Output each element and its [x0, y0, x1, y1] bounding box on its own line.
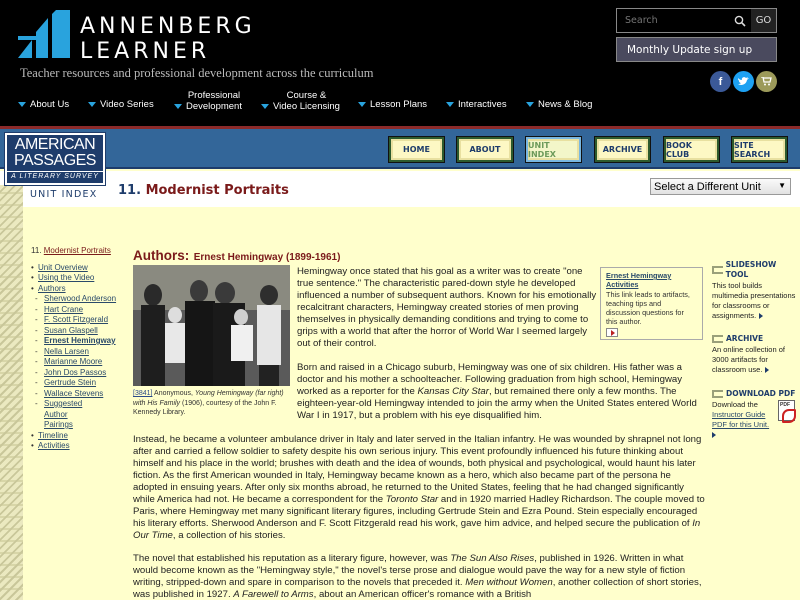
paragraph-3: The novel that established his reputation as a literary figure, however, was The Sun Also Rises, published in 1926. Written in what would become known as the "Hemingway style," the novel's terse prose and dialogue would pave the way for a new style of fiction writing, stripped-down and spare in comparison to the novels that preceded it. Men without Women, another collection of short stories, was published in 1927. A Farewell to Arms, about an American officer's romance with a British	[133, 553, 702, 600]
page-title: Authors: Ernest Hemingway (1899-1961)	[133, 248, 341, 263]
annenberg-logo-icon[interactable]	[18, 10, 70, 58]
unit-select-dropdown[interactable]: Select a Different Unit ▼	[650, 178, 791, 195]
sidebar-author-nella-larsen[interactable]: Nella Larsen	[44, 346, 89, 356]
nav-interactives[interactable]: Interactives	[446, 99, 507, 110]
search-input[interactable]	[617, 9, 747, 32]
sidebar-author-susan-glaspell[interactable]: Susan Glaspell	[44, 325, 98, 335]
pdf-icon[interactable]	[778, 400, 795, 421]
dropdown-triangle-icon	[261, 104, 269, 109]
paragraph-1: Hemingway once stated that his goal as a writer was to create "one true sentence." The characteristic pared-down style he developed influenced a number of subsequent authors. Known for his emotionally recalcitrant characters, Hemingway created stories of men proving themselves in physically demanding conditions and trying to come to grips with a world that after the horror of World War I seemed largely out of their control.	[297, 266, 597, 349]
decorative-border	[0, 185, 23, 600]
sidebar-item-activities[interactable]: Activities	[38, 441, 70, 450]
cart-icon[interactable]	[756, 71, 777, 92]
dropdown-triangle-icon	[18, 102, 26, 107]
dropdown-arrow-icon: ▼	[778, 181, 786, 190]
paragraph-2-top: Born and raised in a Chicago suburb, Hemingway was one of six children. His father was a doctor and his mother a schoolteacher. Following graduation from high school, Hemingway worked as a reporter for the Kansas City Star, but remained there only a few months. The eighteen-year-old Hemingway intended to join the army when the United States entered World War I in 1917, but a problem with his eye disqualified him.	[297, 362, 697, 421]
brand-line-1[interactable]: ANNENBERG	[80, 14, 256, 39]
sidebar-author-gertrude-stein[interactable]: Gertrude Stein	[44, 378, 97, 387]
sidebar-unit: 11. Modernist Portraits	[31, 246, 111, 255]
sidebar-author-ernest-hemingway[interactable]: Ernest Hemingway	[44, 336, 116, 345]
nav-lesson-plans[interactable]: Lesson Plans	[358, 99, 427, 110]
sidebar-author-marianne-moore[interactable]: Marianne Moore	[44, 357, 103, 366]
brand-line-2[interactable]: LEARNER	[80, 39, 211, 64]
archive-tool-title[interactable]: ARCHIVE	[712, 334, 798, 344]
slideshow-tool: SLIDESHOW TOOL This tool builds multimedia presentations for classrooms or assignments.	[712, 260, 798, 321]
sidebar-author-hart-crane[interactable]: Hart Crane	[44, 304, 84, 314]
course-nav-book-club[interactable]: BOOK CLUB	[664, 137, 719, 162]
instructor-guide-pdf-link[interactable]: Instructor Guide PDF for this Unit.	[712, 410, 770, 429]
sidebar-suggested-author-pairings-cont[interactable]: Author	[44, 409, 68, 419]
american-passages-logo[interactable]: AMERICAN PASSAGES A LITERARY SURVEY	[5, 133, 105, 185]
facebook-icon[interactable]: f	[710, 71, 731, 92]
author-activities-link[interactable]: Ernest Hemingway Activities	[606, 271, 672, 290]
course-nav-home[interactable]: HOME	[389, 137, 444, 162]
course-nav-site-search[interactable]: SITE SEARCH	[732, 137, 787, 162]
dropdown-triangle-icon	[174, 104, 182, 109]
monthly-update-signup-button[interactable]: Monthly Update sign up	[616, 37, 777, 62]
shopping-cart-icon	[761, 77, 772, 86]
course-nav-about[interactable]: ABOUT	[457, 137, 513, 162]
sidebar-item-unit-overview[interactable]: Unit Overview	[38, 262, 88, 272]
sidebar-suggested-author-pairings-cont2[interactable]: Pairings	[44, 420, 73, 429]
unit-sidebar	[31, 246, 126, 452]
sidebar-author-f-scott-fitzgerald[interactable]: F. Scott Fitzgerald	[44, 315, 109, 324]
nav-news-blog[interactable]: News & Blog	[526, 99, 592, 110]
play-arrow-icon[interactable]	[606, 328, 618, 337]
artifact-link[interactable]: [3841]	[133, 390, 153, 397]
unit-title: 11. Modernist Portraits	[118, 183, 289, 198]
go-arrow-icon[interactable]	[759, 313, 763, 319]
go-arrow-icon[interactable]	[765, 367, 769, 373]
sidebar-item-timeline[interactable]: Timeline	[38, 430, 68, 440]
slideshow-tool-title[interactable]: SLIDESHOW TOOL	[712, 260, 798, 280]
author-activities-box: Ernest Hemingway Activities This link leads to artifacts, teaching tips and discussion questions for this author.	[600, 267, 703, 340]
sidebar-author-sherwood-anderson[interactable]: Sherwood Anderson	[44, 294, 117, 303]
tool-bracket-icon	[712, 335, 723, 343]
tagline: Teacher resources and professional development across the curriculum	[20, 66, 374, 80]
nav-course-video-licensing[interactable]: Course & Video Licensing	[261, 90, 340, 112]
nav-about-us[interactable]: About Us	[18, 99, 69, 110]
twitter-bird-icon	[738, 77, 749, 86]
hemingway-family-photo[interactable]	[133, 265, 290, 386]
paragraph-2-bottom: Instead, he became a volunteer ambulance driver in Italy and later served in the Italian infantry. He was wounded by shrapnel not long after and carried a fellow soldier to safety despite his own serious injury. This event profoundly influenced his future thinking about himself and his place in the world; brushes with death and the idea of wounds, both physical and psychological, would haunt his later fiction. As the first American wounded in Italy, Hemingway became known as a hero, which also became part of the persona he adopted in ensuing years. After only six months abroad, he returned to the United States, feeling that he had changed significantly while America had not. He became a correspondent for the Toronto Star and in 1920 married Hadley Richardson. The couple moved to Paris, where Hemingway met many significant literary figures, including Gertrude Stein and Ezra Pound. Stein especially encouraged his literary efforts. Sherwood Anderson and F. Scott Fitzgerald read his work, gave him advice, and helped secure the publication of In Our Time, a collection of his stories.	[133, 434, 705, 541]
sidebar-suggested-author-pairings[interactable]: Suggested	[44, 399, 83, 408]
site-header	[0, 0, 800, 126]
download-pdf-tool: DOWNLOAD PDF Download the Instructor Guide PDF for this Unit.	[712, 389, 798, 440]
twitter-icon[interactable]	[733, 71, 754, 92]
nav-video-series[interactable]: Video Series	[88, 99, 154, 110]
tool-bracket-icon	[712, 266, 723, 274]
photo-caption: [3841] Anonymous, Young Hemingway (far right) with His Family (1906), courtesy of the John F. Kennedy Library.	[133, 390, 284, 416]
sidebar-unit-link[interactable]: Modernist Portraits	[43, 246, 111, 255]
download-pdf-title[interactable]: DOWNLOAD PDF	[712, 389, 798, 399]
course-nav-unit-index[interactable]: UNIT INDEX	[526, 137, 581, 162]
sidebar-item-using-the-video[interactable]: Using the Video	[38, 273, 95, 282]
dropdown-triangle-icon	[88, 102, 96, 107]
photo-image	[133, 265, 290, 386]
section-label: UNIT INDEX	[30, 189, 98, 200]
dropdown-triangle-icon	[358, 102, 366, 107]
search-icon[interactable]	[734, 15, 746, 27]
course-nav-archive[interactable]: ARCHIVE	[595, 137, 650, 162]
sidebar-item-authors[interactable]: Authors	[38, 283, 66, 293]
dropdown-triangle-icon	[526, 102, 534, 107]
search-box	[616, 8, 777, 33]
tool-bracket-icon	[712, 390, 723, 398]
go-arrow-icon[interactable]	[712, 432, 716, 438]
sidebar-author-john-dos-passos[interactable]: John Dos Passos	[44, 367, 107, 377]
go-button[interactable]: GO	[751, 9, 776, 32]
dropdown-triangle-icon	[446, 102, 454, 107]
archive-tool: ARCHIVE An online collection of 3000 artifacts for classroom use.	[712, 334, 798, 375]
nav-professional-development[interactable]: Professional Development	[174, 90, 242, 112]
sidebar-author-wallace-stevens[interactable]: Wallace Stevens	[44, 388, 104, 398]
